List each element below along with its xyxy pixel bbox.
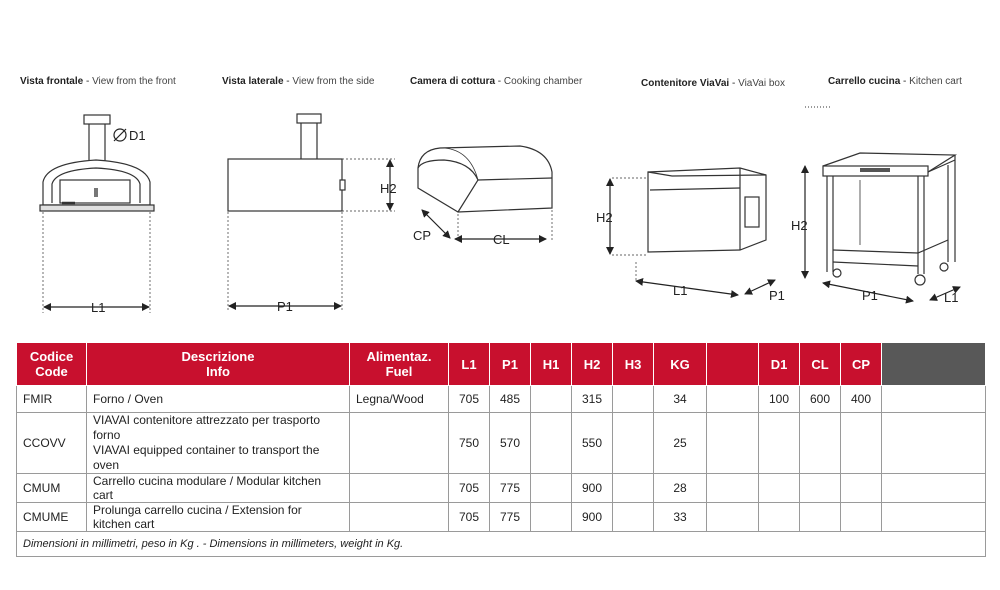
cell-cp	[841, 413, 882, 474]
header-h1: H1	[531, 343, 572, 386]
cell-fuel	[350, 503, 449, 532]
cell-p1: 775	[490, 503, 531, 532]
caption-en: View from the side	[292, 76, 375, 87]
cell-cl: 600	[800, 386, 841, 413]
cell-extra	[882, 386, 986, 413]
cell-kg: 28	[654, 474, 707, 503]
cell-description: VIAVAI contenitore attrezzato per trasporto forno VIAVAI equipped container to transport the oven	[87, 413, 350, 474]
cell-extra	[882, 413, 986, 474]
cell-h2: 900	[572, 503, 613, 532]
dim-label-h2: H2	[380, 181, 397, 196]
cell-l1: 750	[449, 413, 490, 474]
cell-description: Prolunga carrello cucina / Extension for kitchen cart	[87, 503, 350, 532]
cell-p1: 485	[490, 386, 531, 413]
caption-it: Carrello cucina	[828, 76, 901, 87]
cell-h3	[613, 474, 654, 503]
cell-code: CCOVV	[17, 413, 87, 474]
cell-fuel: Legna/Wood	[350, 386, 449, 413]
cell-blank	[707, 474, 759, 503]
cell-cl	[800, 413, 841, 474]
caption-it: Vista laterale	[222, 76, 284, 87]
cell-kg: 33	[654, 503, 707, 532]
caption-it: Camera di cottura	[410, 76, 496, 87]
dim-label-p1: P1	[277, 299, 293, 314]
cell-cl	[800, 474, 841, 503]
caption-en: Cooking chamber	[503, 76, 583, 87]
cell-p1: 570	[490, 413, 531, 474]
cell-h3	[613, 413, 654, 474]
caption-it: Vista frontale	[20, 76, 84, 87]
view-caption-cart: Carrello cucina - Kitchen cart	[828, 76, 962, 87]
cell-h2: 315	[572, 386, 613, 413]
cooking-chamber-drawing	[418, 146, 552, 240]
cell-h1	[531, 503, 572, 532]
cell-description: Forno / Oven	[87, 386, 350, 413]
dim-label-h2-cart: H2	[791, 218, 808, 233]
header-cp: CP	[841, 343, 882, 386]
table-row	[17, 503, 986, 532]
cell-cp	[841, 474, 882, 503]
header-kg: KG	[654, 343, 707, 386]
table-note-row	[17, 532, 986, 557]
header-h2: H2	[572, 343, 613, 386]
table-note: Dimensioni in millimetri, peso in Kg . - Dimensions in millimeters, weight in Kg.	[17, 532, 986, 557]
cell-h2: 900	[572, 474, 613, 503]
cell-d1	[759, 413, 800, 474]
header-p1: P1	[490, 343, 531, 386]
dim-label-d1: D1	[129, 128, 146, 143]
kitchen-cart-drawing	[805, 107, 960, 301]
cell-h1	[531, 474, 572, 503]
side-view-drawing	[228, 114, 395, 312]
header-description: Descrizione Info	[87, 343, 350, 386]
cell-h3	[613, 386, 654, 413]
spec-table	[16, 342, 986, 557]
dim-label-p1-cart: P1	[862, 288, 878, 303]
caption-en: Kitchen cart	[909, 76, 962, 87]
cell-code: CMUME	[17, 503, 87, 532]
dim-label-p1-box: P1	[769, 288, 785, 303]
cell-l1: 705	[449, 474, 490, 503]
dim-label-l1-box: L1	[673, 283, 688, 298]
header-dark-cell	[882, 343, 986, 386]
caption-en: ViaVai box	[738, 78, 785, 89]
header-l1: L1	[449, 343, 490, 386]
header-h3: H3	[613, 343, 654, 386]
cell-h3	[613, 503, 654, 532]
cell-extra	[882, 503, 986, 532]
header-code: Codice Code	[17, 343, 87, 386]
header-blank	[707, 343, 759, 386]
cell-blank	[707, 503, 759, 532]
caption-en: View from the front	[92, 76, 176, 87]
table-row	[17, 386, 986, 413]
table-header-row	[17, 343, 986, 386]
view-caption-viavai: Contenitore ViaVai - ViaVai box	[641, 78, 785, 89]
cell-blank	[707, 386, 759, 413]
cell-code: CMUM	[17, 474, 87, 503]
front-view-drawing	[40, 115, 154, 313]
cell-blank	[707, 413, 759, 474]
table-row	[17, 474, 986, 503]
cell-h2: 550	[572, 413, 613, 474]
cell-d1: 100	[759, 386, 800, 413]
cell-fuel	[350, 413, 449, 474]
cell-p1: 775	[490, 474, 531, 503]
dim-label-l1-cart: L1	[944, 290, 959, 305]
view-caption-chamber: Camera di cottura - Cooking chamber	[410, 76, 583, 87]
dim-label-h2-box: H2	[596, 210, 613, 225]
cell-cp	[841, 503, 882, 532]
cell-h1	[531, 386, 572, 413]
cell-l1: 705	[449, 386, 490, 413]
cell-cp: 400	[841, 386, 882, 413]
header-cl: CL	[800, 343, 841, 386]
cell-extra	[882, 474, 986, 503]
cell-description: Carrello cucina modulare / Modular kitchen cart	[87, 474, 350, 503]
cell-fuel	[350, 474, 449, 503]
cell-kg: 25	[654, 413, 707, 474]
view-caption-side: Vista laterale - View from the side	[222, 76, 375, 87]
viavai-box-drawing	[610, 168, 775, 295]
table-row	[17, 413, 986, 474]
cell-kg: 34	[654, 386, 707, 413]
dim-label-cp: CP	[413, 228, 432, 243]
dim-label-cl: CL	[493, 232, 510, 247]
header-fuel: Alimentaz. Fuel	[350, 343, 449, 386]
cell-cl	[800, 503, 841, 532]
dim-label-l1: L1	[91, 300, 106, 315]
cell-code: FMIR	[17, 386, 87, 413]
view-caption-front: Vista frontale - View from the front	[20, 76, 176, 87]
caption-it: Contenitore ViaVai	[641, 78, 730, 89]
cell-l1: 705	[449, 503, 490, 532]
cell-h1	[531, 413, 572, 474]
header-d1: D1	[759, 343, 800, 386]
cell-d1	[759, 474, 800, 503]
cell-d1	[759, 503, 800, 532]
